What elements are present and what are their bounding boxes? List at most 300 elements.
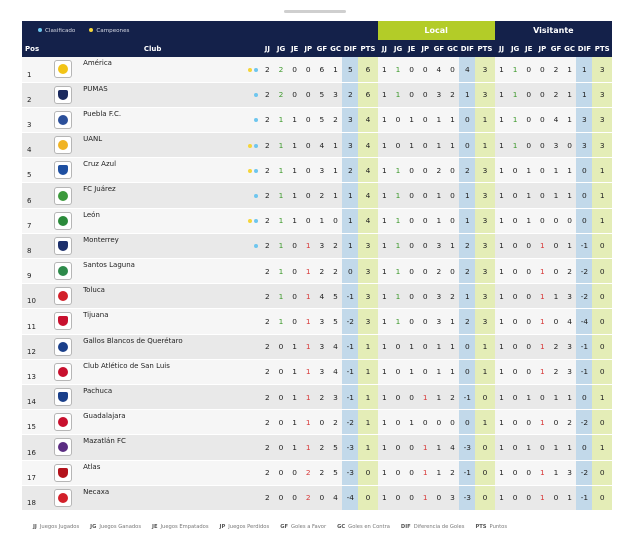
local-je-value: 0 [409,442,414,452]
local-jg-value: 1 [395,241,401,251]
total-gf-value: 1 [319,216,325,226]
team-status-markers [238,359,261,384]
total-gc-value: 2 [333,115,338,125]
local-dif-cell [459,485,475,510]
total-jj-cell [261,133,275,158]
table-row[interactable] [22,107,612,132]
local-jp-value: 0 [422,367,428,377]
visit-dif-cell [576,183,592,208]
visit-jg-cell [508,183,522,208]
local-dif-cell [459,259,475,284]
visit-jp-value: 0 [540,115,545,125]
local-je-cell [405,233,419,258]
total-jg-value: 1 [278,241,284,251]
visit-je-value: 1 [526,191,532,201]
team-name[interactable]: Pachuca [81,384,238,409]
total-gf-value: 3 [319,367,325,377]
total-pts-cell [358,435,377,460]
visit-gf-cell [549,435,563,460]
total-pts-value: 1 [365,367,371,377]
visit-dif-cell [576,435,592,460]
team-name[interactable]: UANL [81,133,238,158]
local-gc-cell [446,334,460,359]
total-je-value: 0 [292,316,297,326]
local-gc-value: 1 [450,316,455,326]
team-name[interactable]: Monterrey [81,233,238,258]
team-name[interactable]: América [81,57,238,82]
team-status-markers [238,334,261,359]
total-jg-value: 1 [278,266,284,276]
total-jj-cell [261,158,275,183]
local-jg-cell [391,384,405,409]
visit-jj-value: 1 [499,493,504,503]
uanl-logo-icon [54,136,72,154]
local-dif-cell [459,107,475,132]
total-gc-value: 2 [333,241,338,251]
local-pts-value: 3 [482,165,488,175]
local-pts-cell [475,133,494,158]
local-gf-value: 1 [436,342,442,352]
local-pts-value: 1 [482,367,488,377]
total-pts-value: 3 [365,316,371,326]
visit-jg-cell [508,359,522,384]
total-gc-value: 3 [333,392,338,402]
local-pts-cell [475,435,494,460]
visit-gc-cell [563,82,577,107]
total-dif-value: -2 [346,316,354,326]
table-row[interactable] [22,133,612,158]
local-je-value: 1 [409,367,414,377]
table-row[interactable] [22,359,612,384]
local-jg-value: 0 [395,468,401,478]
team-name[interactable]: FC Juárez [81,183,238,208]
local-je-value: 1 [409,115,414,125]
local-gf-cell [432,359,446,384]
total-gc-value: 5 [333,316,338,326]
total-gf-cell [315,485,329,510]
local-gc-cell [446,82,460,107]
abbr-text: Juegos Ganados [99,524,142,530]
table-row[interactable] [22,284,612,309]
abbr-text: Diferencia de Goles [413,524,465,530]
local-gc-cell [446,107,460,132]
header-local-dif: DIF [459,40,475,57]
legend-campeones: Campeones [96,27,130,34]
total-je-cell [288,485,302,510]
abbr-code: JJ [33,524,37,530]
local-gf-value: 1 [436,392,442,402]
total-dif-cell [342,359,358,384]
total-jp-cell [301,359,315,384]
local-jp-value: 0 [422,241,428,251]
visit-jj-value: 1 [499,266,504,276]
visit-gf-value: 1 [553,191,559,201]
local-pts-value: 3 [482,216,488,226]
table-row[interactable] [22,485,612,510]
abbr-code: JG [90,524,97,530]
local-jp-value: 0 [422,316,428,326]
visit-je-value: 1 [526,392,532,402]
visit-gf-value: 1 [553,392,559,402]
total-gc-cell [329,435,343,460]
visit-jg-value: 0 [512,367,518,377]
local-je-value: 1 [409,342,414,352]
team-name[interactable]: Mazatlán FC [81,435,238,460]
local-pts-cell [475,107,494,132]
team-position: 1 [22,57,45,82]
header-local-jj: JJ [378,40,392,57]
local-pts-value: 1 [482,140,488,150]
total-pts-value: 4 [365,140,371,150]
local-jg-cell [391,107,405,132]
team-status-markers [238,284,261,309]
clasificado-dot-icon [38,28,42,32]
local-gf-value: 0 [436,493,442,503]
table-row[interactable] [22,158,612,183]
visit-pts-value: 0 [599,266,605,276]
visit-jj-cell [495,233,509,258]
total-je-cell [288,133,302,158]
table-row[interactable] [22,410,612,435]
visit-jj-cell [495,410,509,435]
local-gf-cell [432,384,446,409]
local-gf-value: 1 [436,442,442,452]
visit-jg-value: 0 [512,316,518,326]
total-pts-value: 0 [365,468,371,478]
total-jj-value: 2 [265,90,270,100]
local-dif-cell [459,309,475,334]
total-dif-value: 3 [347,115,353,125]
visit-jp-value: 1 [540,367,545,377]
visit-jj-value: 1 [499,316,504,326]
toluca-logo-icon [54,287,72,305]
local-gf-cell [432,334,446,359]
team-status-markers [238,158,261,183]
table-row[interactable] [22,57,612,82]
visit-gc-cell [563,183,577,208]
total-dif-cell [342,259,358,284]
local-jg-cell [391,359,405,384]
team-name[interactable]: León [81,208,238,233]
local-gf-value: 0 [436,417,442,427]
visit-gf-cell [549,183,563,208]
total-pts-value: 3 [365,291,371,301]
total-jp-value: 2 [305,493,311,503]
total-pts-value: 4 [365,216,371,226]
total-jg-cell [274,309,288,334]
team-position: 17 [22,460,45,485]
visit-jg-cell [508,485,522,510]
local-gf-cell [432,435,446,460]
local-jj-cell [378,158,392,183]
total-gc-cell [329,309,343,334]
local-dif-value: 0 [464,417,470,427]
total-pts-cell [358,485,377,510]
total-jg-value: 0 [278,442,284,452]
total-je-value: 0 [292,493,297,503]
local-jj-cell [378,208,392,233]
visit-je-value: 0 [526,266,532,276]
total-jj-cell [261,57,275,82]
local-jp-cell [418,208,432,233]
visit-gf-cell [549,133,563,158]
team-name[interactable]: Gallos Blancos de Querétaro [81,334,238,359]
team-name[interactable]: Toluca [81,284,238,309]
total-je-value: 0 [292,291,297,301]
local-jp-cell [418,435,432,460]
total-jj-value: 2 [265,316,270,326]
total-jj-cell [261,460,275,485]
total-je-cell [288,460,302,485]
visit-jj-cell [495,435,509,460]
visit-dif-value: -1 [580,342,589,352]
team-status-markers [238,233,261,258]
total-gf-value: 3 [319,165,325,175]
total-je-cell [288,435,302,460]
visit-jp-value: 0 [540,90,545,100]
local-je-cell [405,284,419,309]
total-gf-cell [315,309,329,334]
visit-gc-cell [563,334,577,359]
local-je-cell [405,208,419,233]
team-name[interactable]: Tijuana [81,309,238,334]
local-jg-value: 1 [395,165,401,175]
visit-dif-cell [576,208,592,233]
total-dif-cell [342,107,358,132]
local-jj-value: 1 [382,417,387,427]
total-jj-value: 2 [265,442,270,452]
visit-gc-cell [563,233,577,258]
total-jg-value: 0 [278,392,284,402]
visit-gf-cell [549,158,563,183]
total-jp-cell [301,410,315,435]
team-logo-cell [45,158,81,183]
visit-pts-value: 0 [599,291,605,301]
local-jg-cell [391,410,405,435]
drag-handle[interactable] [284,10,346,13]
visit-dif-cell [576,133,592,158]
local-jg-value: 1 [395,316,401,326]
visit-jg-cell [508,57,522,82]
local-gc-value: 0 [450,216,455,226]
table-row[interactable] [22,309,612,334]
team-name[interactable]: PUMAS [81,82,238,107]
total-jj-cell [261,384,275,409]
total-gc-value: 5 [333,468,338,478]
total-gc-cell [329,107,343,132]
table-row[interactable] [22,259,612,284]
guadalajara-logo-icon [54,413,72,431]
total-dif-cell [342,82,358,107]
local-pts-cell [475,334,494,359]
visit-jp-cell [536,384,550,409]
local-dif-cell [459,334,475,359]
table-row[interactable] [22,208,612,233]
total-dif-cell [342,158,358,183]
total-gc-value: 4 [333,342,338,352]
table-row[interactable] [22,384,612,409]
legend [22,21,378,40]
team-position: 6 [22,183,45,208]
visit-je-value: 0 [526,316,532,326]
team-name[interactable]: Club Atlético de San Luis [81,359,238,384]
total-jp-value: 1 [305,342,311,352]
local-jp-value: 0 [422,291,428,301]
total-gc-value: 2 [333,417,338,427]
visit-jj-cell [495,359,509,384]
total-jj-cell [261,107,275,132]
visit-jj-cell [495,208,509,233]
local-je-cell [405,334,419,359]
total-jp-cell [301,309,315,334]
local-gc-value: 0 [450,191,455,201]
team-name[interactable]: Santos Laguna [81,259,238,284]
team-name[interactable]: Guadalajara [81,410,238,435]
local-pts-cell [475,410,494,435]
local-gf-cell [432,82,446,107]
total-jg-value: 1 [278,216,284,226]
visit-jg-value: 1 [512,90,518,100]
visit-gf-cell [549,107,563,132]
local-je-value: 0 [409,468,414,478]
local-gc-cell [446,183,460,208]
local-pts-value: 3 [482,266,488,276]
local-jj-value: 1 [382,165,387,175]
team-name[interactable]: Necaxa [81,485,238,510]
abbr-item [152,524,209,530]
local-gf-value: 3 [436,90,442,100]
table-row[interactable] [22,435,612,460]
visit-gf-value: 0 [553,241,559,251]
total-jj-value: 2 [265,468,270,478]
local-jj-cell [378,259,392,284]
visit-dif-cell [576,158,592,183]
total-jj-value: 2 [265,216,270,226]
total-dif-cell [342,284,358,309]
visit-dif-value: 1 [582,64,587,74]
visit-jp-value: 1 [540,291,545,301]
local-pts-cell [475,208,494,233]
local-jj-value: 1 [382,140,387,150]
visit-pts-value: 3 [599,90,605,100]
visit-jg-cell [508,334,522,359]
total-je-value: 1 [292,115,297,125]
local-jj-cell [378,359,392,384]
local-jj-cell [378,435,392,460]
total-pts-value: 4 [365,115,371,125]
visit-jg-value: 1 [512,140,518,150]
total-pts-cell [358,133,377,158]
total-jg-cell [274,384,288,409]
local-jp-value: 0 [422,342,428,352]
total-gf-value: 6 [319,64,325,74]
total-jj-value: 2 [265,241,270,251]
local-dif-value: 1 [464,90,470,100]
total-pts-value: 1 [365,442,371,452]
total-jp-value: 1 [305,291,311,301]
header-total-dif: DIF [342,40,358,57]
total-jg-cell [274,107,288,132]
total-jj-cell [261,359,275,384]
local-gc-cell [446,208,460,233]
abbr-code: PTS [475,524,487,530]
visit-pts-cell [592,208,612,233]
visit-jj-cell [495,259,509,284]
visit-gc-value: 1 [567,191,572,201]
visit-je-cell [522,410,536,435]
visit-jp-cell [536,284,550,309]
team-name[interactable]: Cruz Azul [81,158,238,183]
total-je-value: 1 [292,367,297,377]
visit-jj-value: 1 [499,468,504,478]
standings-body [22,57,612,510]
total-gf-cell [315,82,329,107]
total-jj-value: 2 [265,342,270,352]
total-gf-cell [315,233,329,258]
total-gf-value: 2 [319,468,325,478]
table-row[interactable] [22,183,612,208]
visit-pts-value: 0 [599,241,605,251]
total-pts-cell [358,410,377,435]
local-jp-cell [418,410,432,435]
local-dif-value: 2 [464,266,470,276]
header-local-gc: GC [446,40,460,57]
local-jp-value: 0 [422,216,428,226]
visit-gf-cell [549,208,563,233]
team-status-markers [238,133,261,158]
total-gf-cell [315,208,329,233]
header-visit-je: JE [522,40,536,57]
team-status-markers [238,183,261,208]
team-status-markers [238,384,261,409]
team-logo-cell [45,107,81,132]
clasificado-marker-icon [254,219,258,223]
visit-je-cell [522,460,536,485]
local-jj-value: 1 [382,216,387,226]
table-row[interactable] [22,334,612,359]
local-jp-cell [418,485,432,510]
table-row[interactable] [22,460,612,485]
mazatlan-logo-icon [54,438,72,456]
local-je-value: 0 [409,266,414,276]
total-gc-value: 2 [333,266,338,276]
local-jp-value: 0 [422,165,428,175]
abbr-item [475,524,507,530]
table-row[interactable] [22,233,612,258]
visit-jj-value: 1 [499,140,504,150]
visit-je-value: 1 [526,216,532,226]
local-jj-cell [378,82,392,107]
local-jj-value: 1 [382,367,387,377]
visit-dif-value: 0 [582,392,587,402]
table-row[interactable] [22,82,612,107]
team-name[interactable]: Atlas [81,460,238,485]
total-gc-cell [329,334,343,359]
local-jp-value: 0 [422,266,428,276]
visit-je-value: 0 [526,342,532,352]
local-gf-value: 1 [436,367,442,377]
local-jg-value: 1 [395,216,401,226]
visit-gc-cell [563,208,577,233]
team-name[interactable]: Puebla F.C. [81,107,238,132]
local-jg-value: 1 [395,291,401,301]
total-je-value: 1 [292,140,297,150]
visit-dif-cell [576,107,592,132]
visit-gc-value: 3 [567,342,572,352]
header-local-je: JE [405,40,419,57]
team-status-markers [238,259,261,284]
local-pts-value: 0 [482,442,488,452]
